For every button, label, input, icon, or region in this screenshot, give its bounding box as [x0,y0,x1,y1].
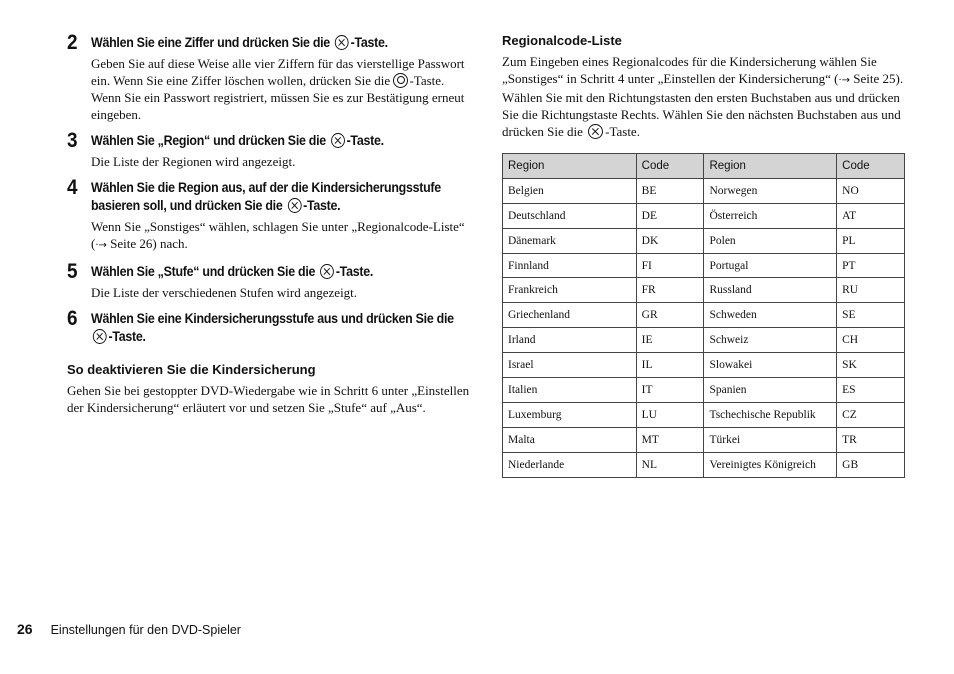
region-name-cell: Dänemark [503,228,637,253]
table-header-row [503,154,905,179]
table-row [503,378,905,403]
region-name-cell: Italien [503,378,637,403]
region-code-cell: GB [837,452,905,477]
step-heading: Wählen Sie eine Ziffer und drücken Sie die -Taste. [91,35,388,50]
table-row [503,178,905,203]
region-list-body: Zum Eingeben eines Regionalcodes für die Kindersicherung wählen Sie „Sonstiges“ in Schritt 4 unter „Einstellen der Kindersicherung“ (·→ Seite 25). Wählen Sie mit den Richtungstasten den ersten Buchstaben aus und drücken Sie die Richtungstaste Rechts. Wählen Sie den nächsten Buchstaben aus und drücken Sie die -Taste. [502,54,904,139]
step-body: Geben Sie auf diese Weise alle vier Ziffern für das vierstellige Passwort ein. Wenn Sie eine Ziffer löschen wollen, drücken Sie die -Taste. Wenn Sie ein Passwort registriert, müssen Sie es zur Bestätigung erneut eingeben. [91,56,465,122]
step-heading: Wählen Sie die Region aus, auf der die Kindersicherungsstufe basieren soll, und drücken Sie die -Taste. [91,180,441,213]
region-name-cell: Slowakei [704,353,837,378]
region-name-cell: Deutschland [503,203,637,228]
region-name-cell: Schweiz [704,328,837,353]
reference-arrow-icon: ·→ [838,75,851,86]
column-header: Region [704,154,837,179]
step-6 [67,307,473,346]
region-name-cell: Finnland [503,253,637,278]
region-name-cell: Spanien [704,378,837,403]
x-circle-button-icon [287,198,301,213]
step-heading: Wählen Sie eine Kindersicherungsstufe aus und drücken Sie die -Taste. [91,311,454,344]
region-code-cell: RU [837,278,905,303]
section-title: Einstellungen für den DVD-Spieler [50,623,241,637]
region-name-cell: Luxemburg [503,402,637,427]
region-code-cell: PT [837,253,905,278]
step-body: Die Liste der verschiedenen Stufen wird angezeigt. [91,285,358,300]
column-header: Code [636,154,704,179]
region-name-cell: Russland [704,278,837,303]
region-name-cell: Portugal [704,253,837,278]
region-code-cell: NO [837,178,905,203]
table-body [503,178,905,477]
region-code-cell: CZ [837,402,905,427]
region-name-cell: Polen [704,228,837,253]
region-name-cell: Österreich [704,203,837,228]
x-circle-button-icon [320,264,334,279]
region-code-cell: IL [636,353,704,378]
region-name-cell: Tschechische Republik [704,402,837,427]
region-name-cell: Niederlande [503,452,637,477]
step-body: Wenn Sie „Sonstiges“ wählen, schlagen Sie unter „Regionalcode-Liste“ (·→ Seite 26) nach. [91,219,465,251]
region-code-cell: LU [636,402,704,427]
region-list-heading: Regionalcode-Liste [502,33,622,48]
region-code-cell: FI [636,253,704,278]
reference-arrow-icon: ·→ [95,240,107,251]
region-name-cell: Vereinigtes Königreich [704,452,837,477]
circle-button-icon [393,73,408,88]
region-name-cell: Türkei [704,427,837,452]
step-heading: Wählen Sie „Stufe“ und drücken Sie die -Taste. [91,264,374,279]
table-row [503,303,905,328]
step-number: 3 [67,129,78,152]
region-code-cell: IT [636,378,704,403]
column-header: Region [503,154,637,179]
region-name-cell: Frankreich [503,278,637,303]
region-code-table [502,153,905,478]
region-code-cell: MT [636,427,704,452]
step-number: 2 [67,31,78,54]
column-header: Code [837,154,905,179]
table-row [503,328,905,353]
table-row [503,402,905,427]
region-code-cell: SK [837,353,905,378]
step-5 [67,260,473,301]
left-column [67,31,473,416]
region-code-cell: ES [837,378,905,403]
step-number: 4 [67,176,78,199]
region-code-cell: BE [636,178,704,203]
region-code-cell: AT [837,203,905,228]
region-code-cell: IE [636,328,704,353]
x-circle-button-icon [93,329,107,344]
x-circle-button-icon [331,133,345,148]
page-footer [17,621,241,637]
table-row [503,253,905,278]
region-name-cell: Malta [503,427,637,452]
right-column [502,33,905,140]
step-4 [67,176,473,254]
table-row [503,353,905,378]
step-3 [67,129,473,170]
region-name-cell: Schweden [704,303,837,328]
table-row [503,228,905,253]
table-row [503,278,905,303]
region-code-cell: PL [837,228,905,253]
region-code-cell: CH [837,328,905,353]
region-code-cell: DE [636,203,704,228]
region-code-cell: SE [837,303,905,328]
region-name-cell: Irland [503,328,637,353]
step-2 [67,31,473,123]
region-code-cell: FR [636,278,704,303]
region-code-cell: DK [636,228,704,253]
table-row [503,452,905,477]
region-name-cell: Griechenland [503,303,637,328]
region-name-cell: Israel [503,353,637,378]
region-code-cell: NL [636,452,704,477]
step-heading: Wählen Sie „Region“ und drücken Sie die -Taste. [91,133,384,148]
x-circle-button-icon [588,124,603,139]
deactivate-body: Gehen Sie bei gestoppter DVD-Wiedergabe wie in Schritt 6 unter „Einstellen der Kindersicherung“ erläutert vor und setzen Sie „Stufe“ auf „Aus“. [67,383,470,415]
step-number: 6 [67,307,78,330]
region-name-cell: Norwegen [704,178,837,203]
deactivate-heading: So deaktivieren Sie die Kindersicherung [67,362,316,377]
step-number: 5 [67,260,78,283]
region-name-cell: Belgien [503,178,637,203]
x-circle-button-icon [335,35,349,50]
page-number: 26 [17,621,33,637]
table-row [503,427,905,452]
region-code-cell: GR [636,303,704,328]
table-row [503,203,905,228]
step-body: Die Liste der Regionen wird angezeigt. [91,154,296,169]
region-code-cell: TR [837,427,905,452]
